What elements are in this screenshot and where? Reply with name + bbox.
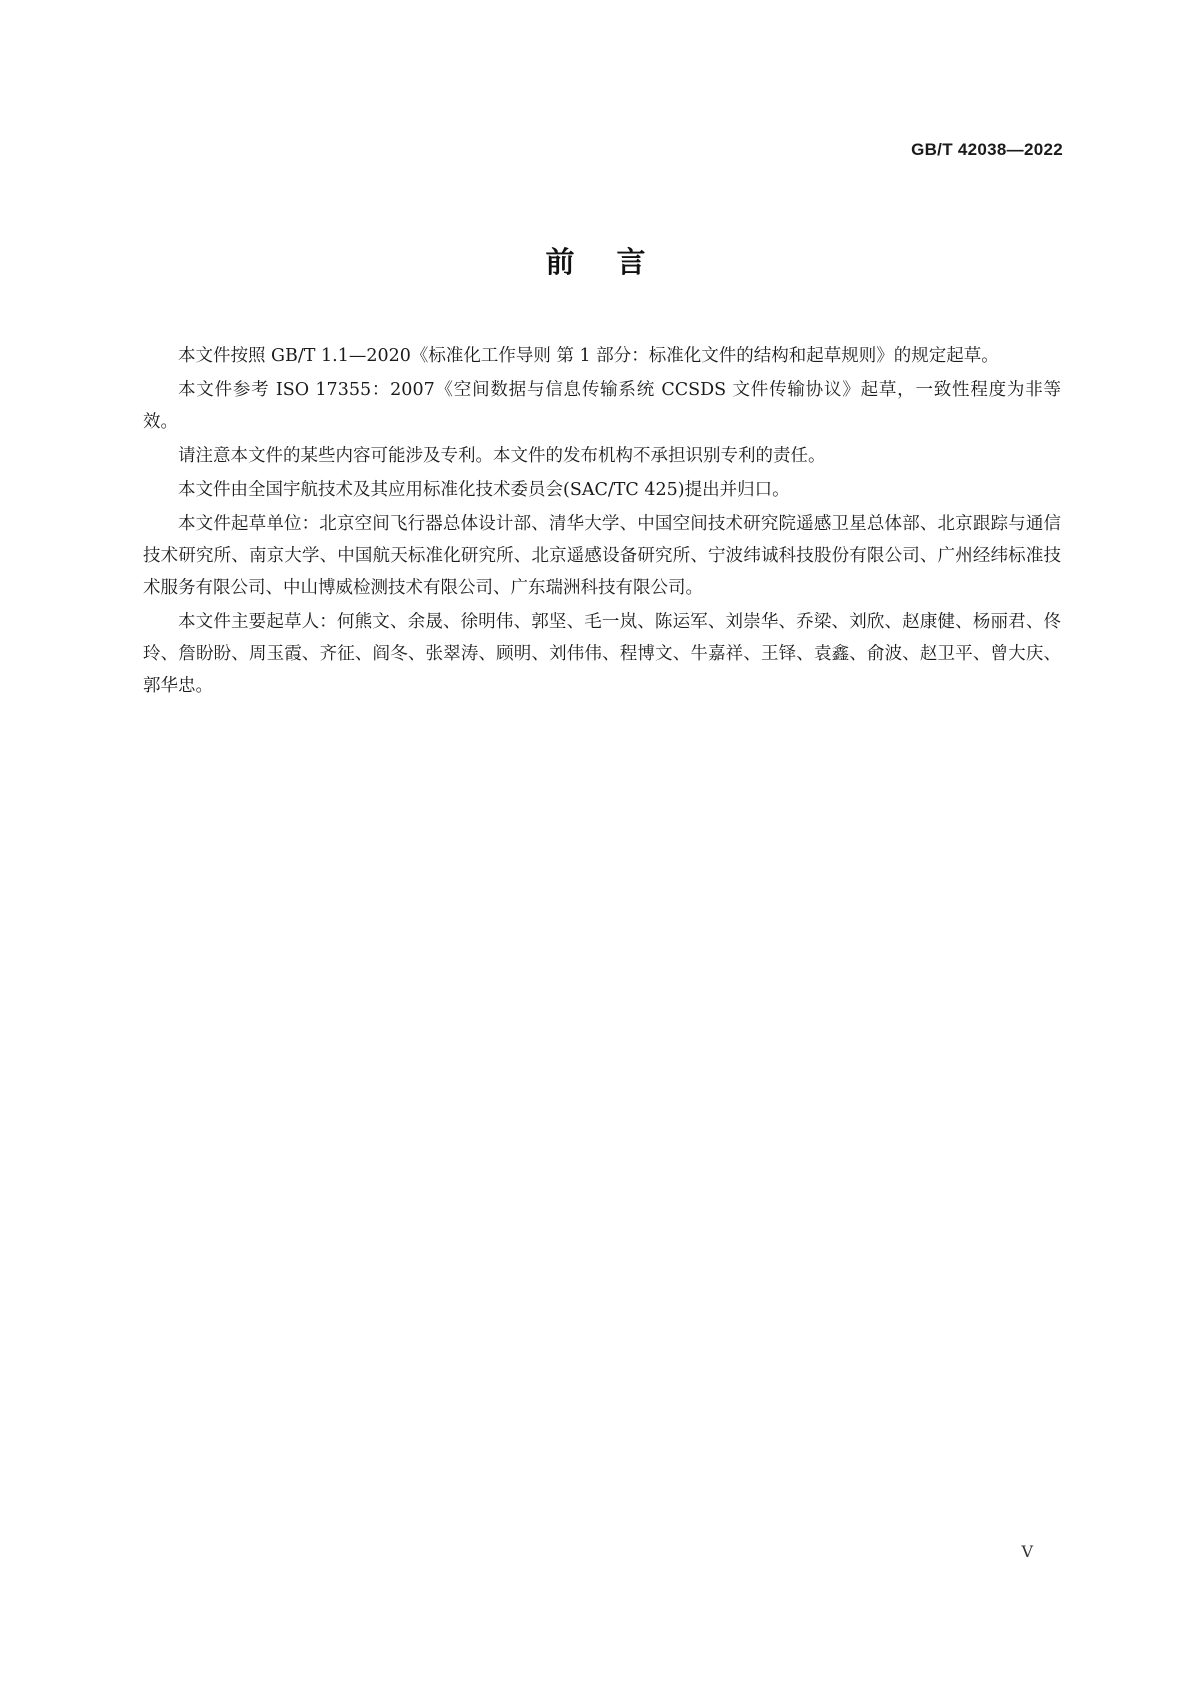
paragraph-drafting-rules: 本文件按照 GB/T 1.1—2020《标准化工作导则 第 1 部分：标准化文件的结构和起草规则》的规定起草。 [178, 346, 999, 366]
paragraph-proposing-committee: 本文件由全国宇航技术及其应用标准化技术委员会(SAC/TC 425)提出并归口。 [178, 480, 790, 500]
page-title: 前言 [545, 245, 688, 279]
standard-number: GB/T 42038—2022 [911, 140, 1063, 159]
paragraph-main-drafters: 本文件主要起草人：何熊文、余晟、徐明伟、郭坚、毛一岚、陈运军、刘崇华、乔梁、刘欣、赵康健、杨丽君、佟玲、詹盼盼、周玉霞、齐征、阎冬、张翠涛、顾明、刘伟伟、程博文、牛嘉祥、王铎、袁鑫、俞波、赵卫平、曾大庆、郭华忠。 [143, 612, 1061, 696]
foreword-body [143, 340, 1061, 704]
paragraph-drafting-organizations: 本文件起草单位：北京空间飞行器总体设计部、清华大学、中国空间技术研究院遥感卫星总体部、北京跟踪与通信技术研究所、南京大学、中国航天标准化研究所、北京遥感设备研究所、宁波纬诚科技股份有限公司、广州经纬标准技术服务有限公司、中山博威检测技术有限公司、广东瑞洲科技有限公司。 [143, 514, 1061, 598]
paragraph-reference-standard: 本文件参考 ISO 17355：2007《空间数据与信息传输系统 CCSDS 文件传输协议》起草，一致性程度为非等效。 [143, 380, 1061, 432]
paragraph-patent-notice: 请注意本文件的某些内容可能涉及专利。本文件的发布机构不承担识别专利的责任。 [178, 446, 826, 466]
page-number: V [1021, 1542, 1033, 1561]
